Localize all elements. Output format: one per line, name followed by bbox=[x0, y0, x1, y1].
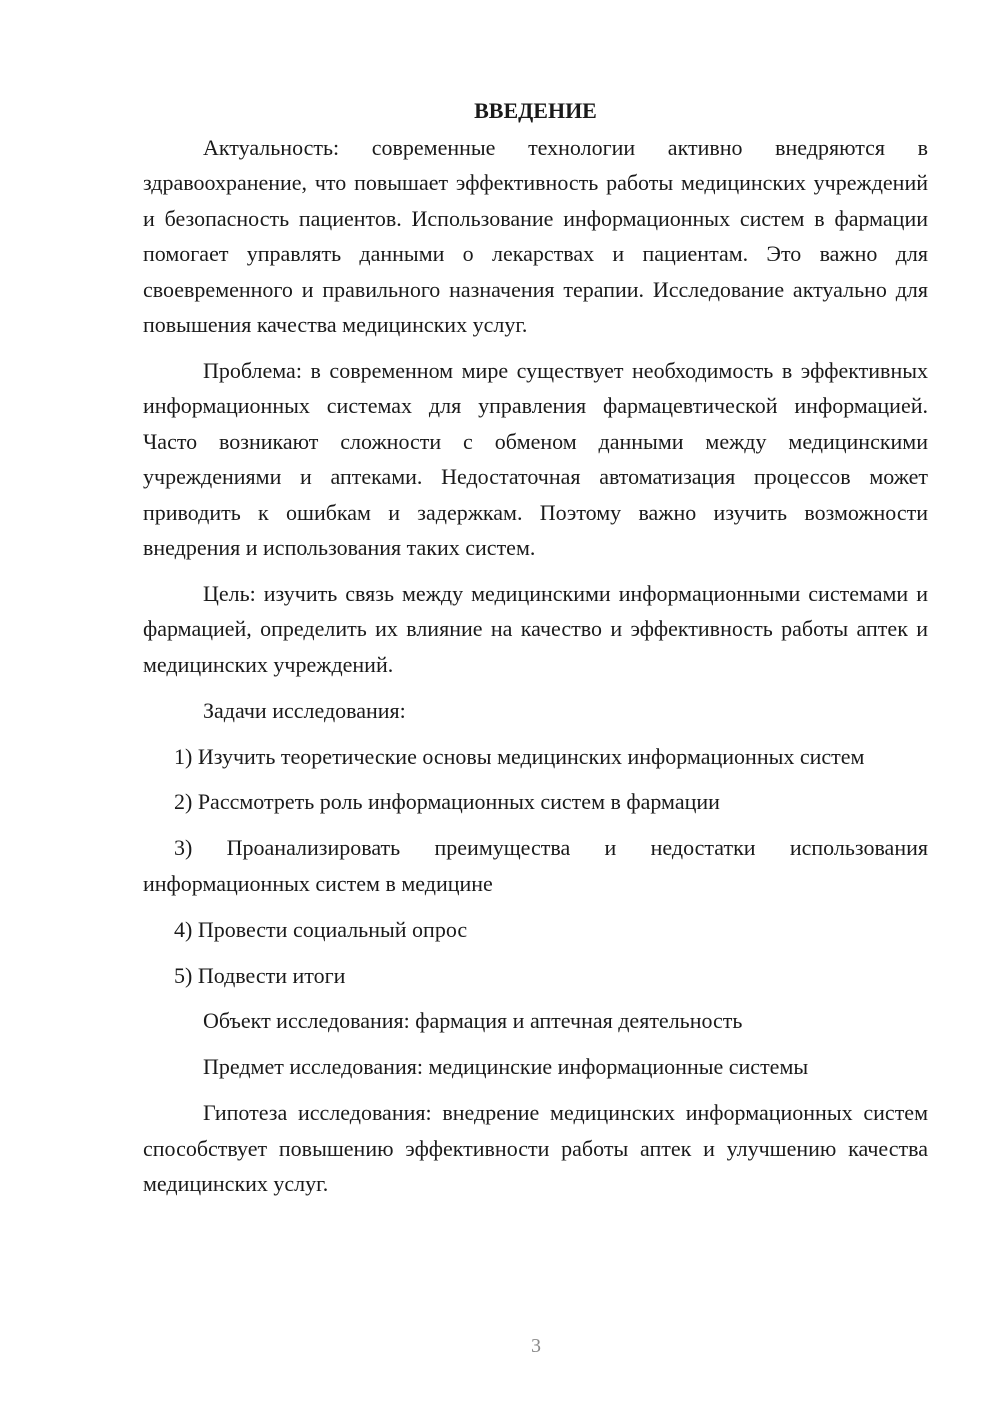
object-paragraph: Объект исследования: фармация и аптечная деятельность bbox=[203, 1008, 743, 1034]
document-page bbox=[143, 96, 928, 1212]
subject-paragraph: Предмет исследования: медицинские информационные системы bbox=[203, 1054, 809, 1080]
section-title: ВВЕДЕНИЕ bbox=[474, 98, 597, 123]
relevance-paragraph: Актуальность: современные технологии активно внедряются в здравоохранение, что повышает эффективность работы медицинских учреждений и безопасность пациентов. Использование информационных систем в фармации помогает управлять данными о лекарствах и пациентам. Это важно для своевременного и правильного назначения терапии. Исследование актуально для повышения качества медицинских услуг. bbox=[143, 135, 928, 338]
tasks-heading: Задачи исследования: bbox=[203, 697, 406, 723]
goal-paragraph: Цель: изучить связь между медицинскими информационными системами и фармацией, определить их влияние на качество и эффективность работы аптек и медицинских учреждений. bbox=[143, 580, 928, 677]
page-number: 3 bbox=[531, 1335, 541, 1357]
hypothesis-paragraph: Гипотеза исследования: внедрение медицинских информационных систем способствует повышению эффективности работы аптек и улучшению качества медицинских услуг. bbox=[143, 1100, 928, 1197]
problem-paragraph: Проблема: в современном мире существует необходимость в эффективных информационных системах для управления фармацевтической информацией. Часто возникают сложности с обменом данными между медицинскими учреждениями и аптеками. Недостаточная автоматизация процессов может приводить к ошибкам и задержкам. Поэтому важно изучить возможности внедрения и использования таких систем. bbox=[143, 357, 928, 560]
task-item: 3) Проанализировать преимущества и недостатки использования информационных систем в медицине bbox=[143, 835, 928, 896]
task-item: 2) Рассмотреть роль информационных систем в фармации bbox=[174, 789, 720, 815]
task-item: 5) Подвести итоги bbox=[174, 962, 346, 988]
task-item: 4) Провести социальный опрос bbox=[174, 916, 468, 942]
task-item: 1) Изучить теоретические основы медицинских информационных систем bbox=[174, 743, 865, 769]
